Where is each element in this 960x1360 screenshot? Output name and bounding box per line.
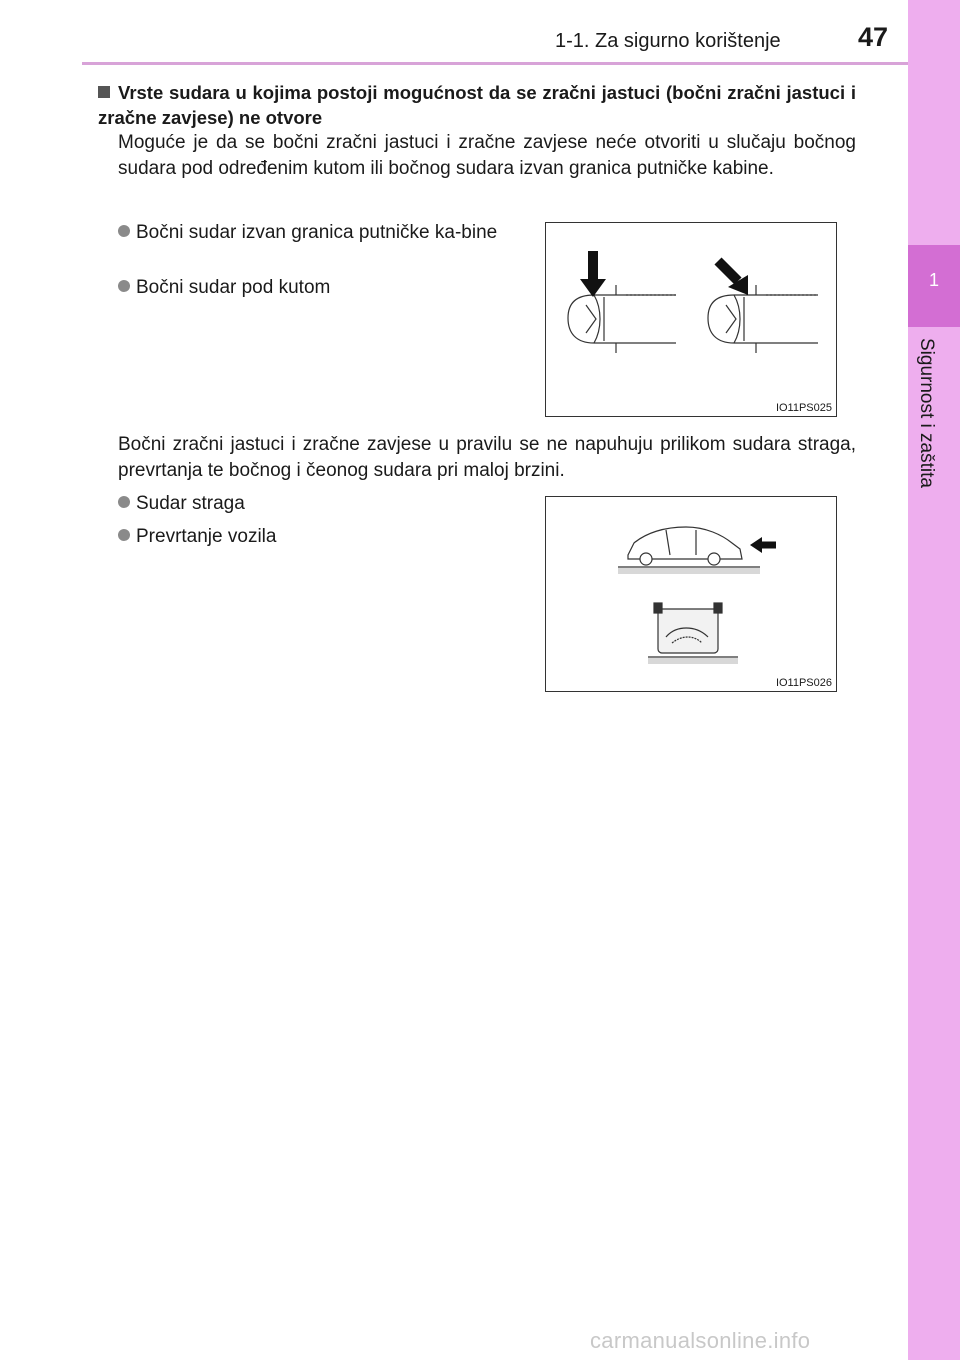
car-top-view-icon bbox=[568, 285, 676, 353]
rear-rollover-illustration bbox=[546, 497, 836, 691]
bullet-item: Bočni sudar izvan granica putničke ka-bine bbox=[118, 220, 520, 246]
square-bullet-icon bbox=[98, 86, 110, 98]
car-side-view-icon bbox=[628, 527, 742, 565]
figure-rear-rollover bbox=[545, 496, 837, 692]
header-divider bbox=[82, 62, 908, 65]
bullet-item: Prevrtanje vozila bbox=[118, 524, 276, 550]
arrow-left-icon bbox=[750, 537, 776, 553]
side-collision-illustration bbox=[546, 223, 836, 416]
bullet-item: Sudar straga bbox=[118, 491, 245, 517]
bullet-dot-icon bbox=[118, 280, 130, 292]
header-section-title: 1-1. Za sigurno korištenje bbox=[555, 30, 781, 52]
car-top-view-icon bbox=[708, 285, 818, 353]
figure-code: IO11PS025 bbox=[775, 402, 832, 414]
ground-shadow bbox=[618, 568, 760, 574]
chapter-number: 1 bbox=[928, 270, 939, 290]
chapter-label: Sigurnost i zaštita bbox=[916, 338, 937, 488]
figure-code: IO11PS026 bbox=[775, 677, 832, 689]
car-overturned-icon bbox=[654, 603, 722, 653]
ground-shadow bbox=[648, 658, 738, 664]
bullet-item: Bočni sudar pod kutom bbox=[118, 275, 330, 301]
arrow-diagonal-icon bbox=[718, 261, 748, 295]
page-number: 47 bbox=[858, 22, 889, 52]
bullet-dot-icon bbox=[118, 225, 130, 237]
watermark: carmanualsonline.info bbox=[590, 1328, 811, 1353]
paragraph-side-collision: Moguće je da se bočni zračni jastuci i zračne zavjese neće otvoriti u slučaju bočnog sudara pod određenim kutom ili bočnog sudara izvan granica putničke kabine. bbox=[118, 132, 856, 179]
chapter-side-tab bbox=[908, 0, 960, 1360]
bullet-dot-icon bbox=[118, 529, 130, 541]
arrow-down-icon bbox=[580, 251, 606, 297]
bullet-dot-icon bbox=[118, 496, 130, 508]
figure-side-collision bbox=[545, 222, 837, 417]
section-heading: Vrste sudara u kojima postoji mogućnost da se zračni jastuci (bočni zračni jastuci i zračne zavjese) ne otvore bbox=[98, 82, 856, 128]
paragraph-no-inflation: Bočni zračni jastuci i zračne zavjese u pravilu se ne napuhuju prilikom sudara straga, prevrtanja te bočnog i čeonog sudara pri maloj brzini. bbox=[118, 434, 856, 481]
